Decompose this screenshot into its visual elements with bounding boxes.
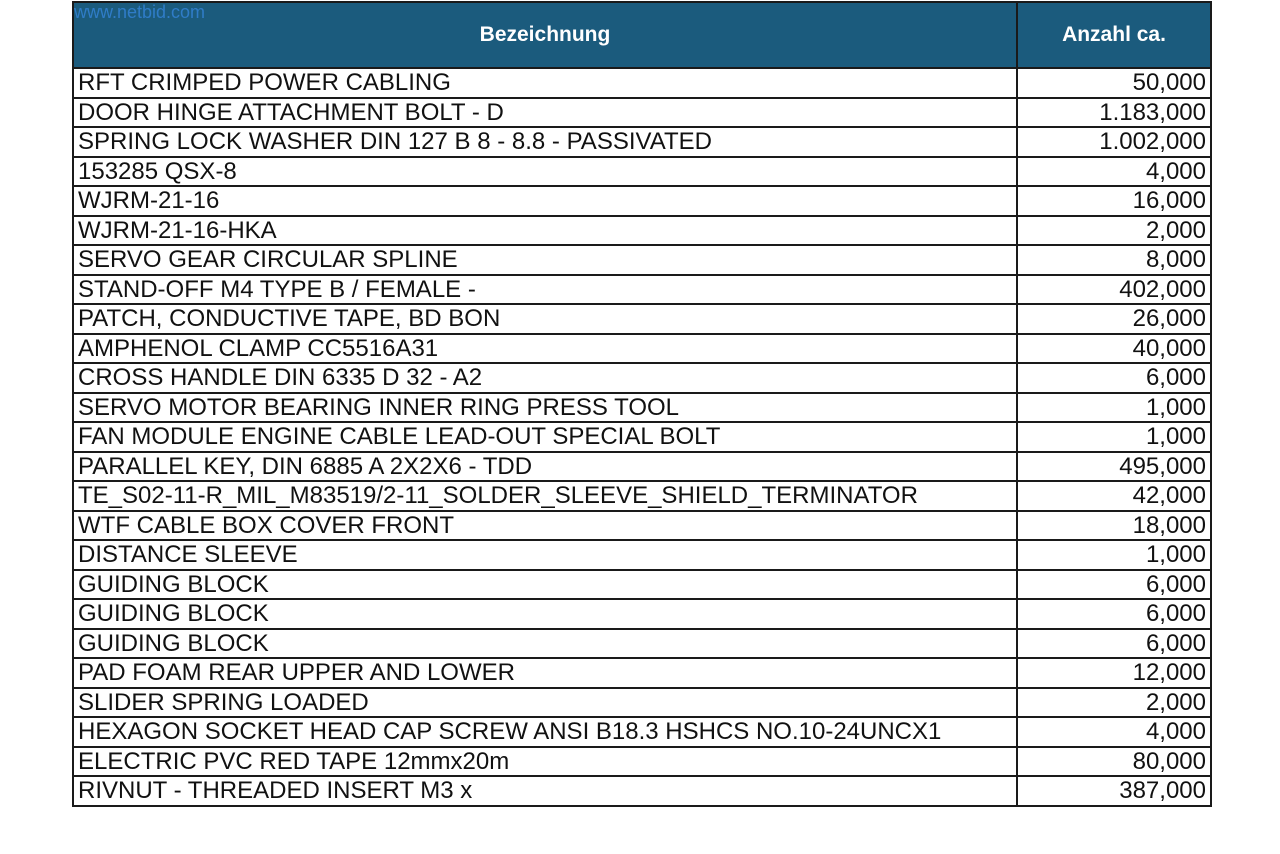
item-quantity-cell: 402,000 [1017, 275, 1211, 305]
watermark-link[interactable]: www.netbid.com [74, 2, 206, 22]
table-row [73, 304, 1211, 334]
item-name-cell: SPRING LOCK WASHER DIN 127 B 8 - 8.8 - PASSIVATED [73, 127, 1017, 157]
table-row [73, 216, 1211, 246]
item-name-cell: PATCH, CONDUCTIVE TAPE, BD BON [73, 304, 1017, 334]
item-name-cell: PARALLEL KEY, DIN 6885 A 2X2X6 - TDD [73, 452, 1017, 482]
item-quantity-cell: 80,000 [1017, 747, 1211, 777]
item-quantity-cell: 387,000 [1017, 776, 1211, 806]
table-row [73, 658, 1211, 688]
table-row [73, 127, 1211, 157]
item-name-cell: AMPHENOL CLAMP CC5516A31 [73, 334, 1017, 364]
item-quantity-cell: 4,000 [1017, 157, 1211, 187]
item-quantity-cell: 1.002,000 [1017, 127, 1211, 157]
item-name-cell: STAND-OFF M4 TYPE B / FEMALE - [73, 275, 1017, 305]
item-quantity-cell: 6,000 [1017, 363, 1211, 393]
item-name-cell: 153285 QSX-8 [73, 157, 1017, 187]
item-name-cell: SERVO MOTOR BEARING INNER RING PRESS TOOL [73, 393, 1017, 423]
table-row [73, 570, 1211, 600]
item-quantity-cell: 18,000 [1017, 511, 1211, 541]
table-row [73, 511, 1211, 541]
item-quantity-cell: 40,000 [1017, 334, 1211, 364]
table-row [73, 245, 1211, 275]
item-quantity-cell: 42,000 [1017, 481, 1211, 511]
table-header-row [73, 2, 1211, 68]
item-name-cell: PAD FOAM REAR UPPER AND LOWER [73, 658, 1017, 688]
item-quantity-cell: 1,000 [1017, 422, 1211, 452]
item-quantity-cell: 2,000 [1017, 688, 1211, 718]
item-name-cell: WJRM-21-16-HKA [73, 216, 1017, 246]
item-name-cell: GUIDING BLOCK [73, 570, 1017, 600]
table-row [73, 334, 1211, 364]
item-name-cell: CROSS HANDLE DIN 6335 D 32 - A2 [73, 363, 1017, 393]
item-quantity-cell: 2,000 [1017, 216, 1211, 246]
column-header-bezeichnung: Bezeichnung [73, 2, 1017, 68]
table-row [73, 393, 1211, 423]
table-row [73, 540, 1211, 570]
item-quantity-cell: 495,000 [1017, 452, 1211, 482]
table-row [73, 157, 1211, 187]
inventory-table [72, 1, 1212, 807]
table-row [73, 68, 1211, 98]
table-row [73, 422, 1211, 452]
table-row [73, 98, 1211, 128]
table-row [73, 688, 1211, 718]
item-quantity-cell: 6,000 [1017, 599, 1211, 629]
item-quantity-cell: 4,000 [1017, 717, 1211, 747]
table-row [73, 717, 1211, 747]
item-quantity-cell: 1,000 [1017, 540, 1211, 570]
table-row [73, 275, 1211, 305]
table-body [73, 68, 1211, 806]
item-name-cell: SLIDER SPRING LOADED [73, 688, 1017, 718]
item-name-cell: RIVNUT - THREADED INSERT M3 x [73, 776, 1017, 806]
item-quantity-cell: 6,000 [1017, 570, 1211, 600]
column-header-anzahl: Anzahl ca. [1017, 2, 1211, 68]
table-row [73, 186, 1211, 216]
item-name-cell: HEXAGON SOCKET HEAD CAP SCREW ANSI B18.3 HSHCS NO.10-24UNCX1 [73, 717, 1017, 747]
table-row [73, 599, 1211, 629]
table-row [73, 452, 1211, 482]
item-quantity-cell: 6,000 [1017, 629, 1211, 659]
item-quantity-cell: 1,000 [1017, 393, 1211, 423]
item-name-cell: DOOR HINGE ATTACHMENT BOLT - D [73, 98, 1017, 128]
table-row [73, 776, 1211, 806]
item-name-cell: DISTANCE SLEEVE [73, 540, 1017, 570]
item-quantity-cell: 1.183,000 [1017, 98, 1211, 128]
item-quantity-cell: 26,000 [1017, 304, 1211, 334]
item-name-cell: SERVO GEAR CIRCULAR SPLINE [73, 245, 1017, 275]
table-row [73, 363, 1211, 393]
table-row [73, 747, 1211, 777]
item-name-cell: FAN MODULE ENGINE CABLE LEAD-OUT SPECIAL BOLT [73, 422, 1017, 452]
item-quantity-cell: 16,000 [1017, 186, 1211, 216]
item-name-cell: WJRM-21-16 [73, 186, 1017, 216]
item-quantity-cell: 50,000 [1017, 68, 1211, 98]
table-row [73, 629, 1211, 659]
item-name-cell: WTF CABLE BOX COVER FRONT [73, 511, 1017, 541]
item-name-cell: RFT CRIMPED POWER CABLING [73, 68, 1017, 98]
item-name-cell: GUIDING BLOCK [73, 629, 1017, 659]
table-row [73, 481, 1211, 511]
item-name-cell: ELECTRIC PVC RED TAPE 12mmx20m [73, 747, 1017, 777]
item-quantity-cell: 8,000 [1017, 245, 1211, 275]
item-quantity-cell: 12,000 [1017, 658, 1211, 688]
item-name-cell: GUIDING BLOCK [73, 599, 1017, 629]
item-name-cell: TE_S02-11-R_MIL_M83519/2-11_SOLDER_SLEEVE_SHIELD_TERMINATOR [73, 481, 1017, 511]
